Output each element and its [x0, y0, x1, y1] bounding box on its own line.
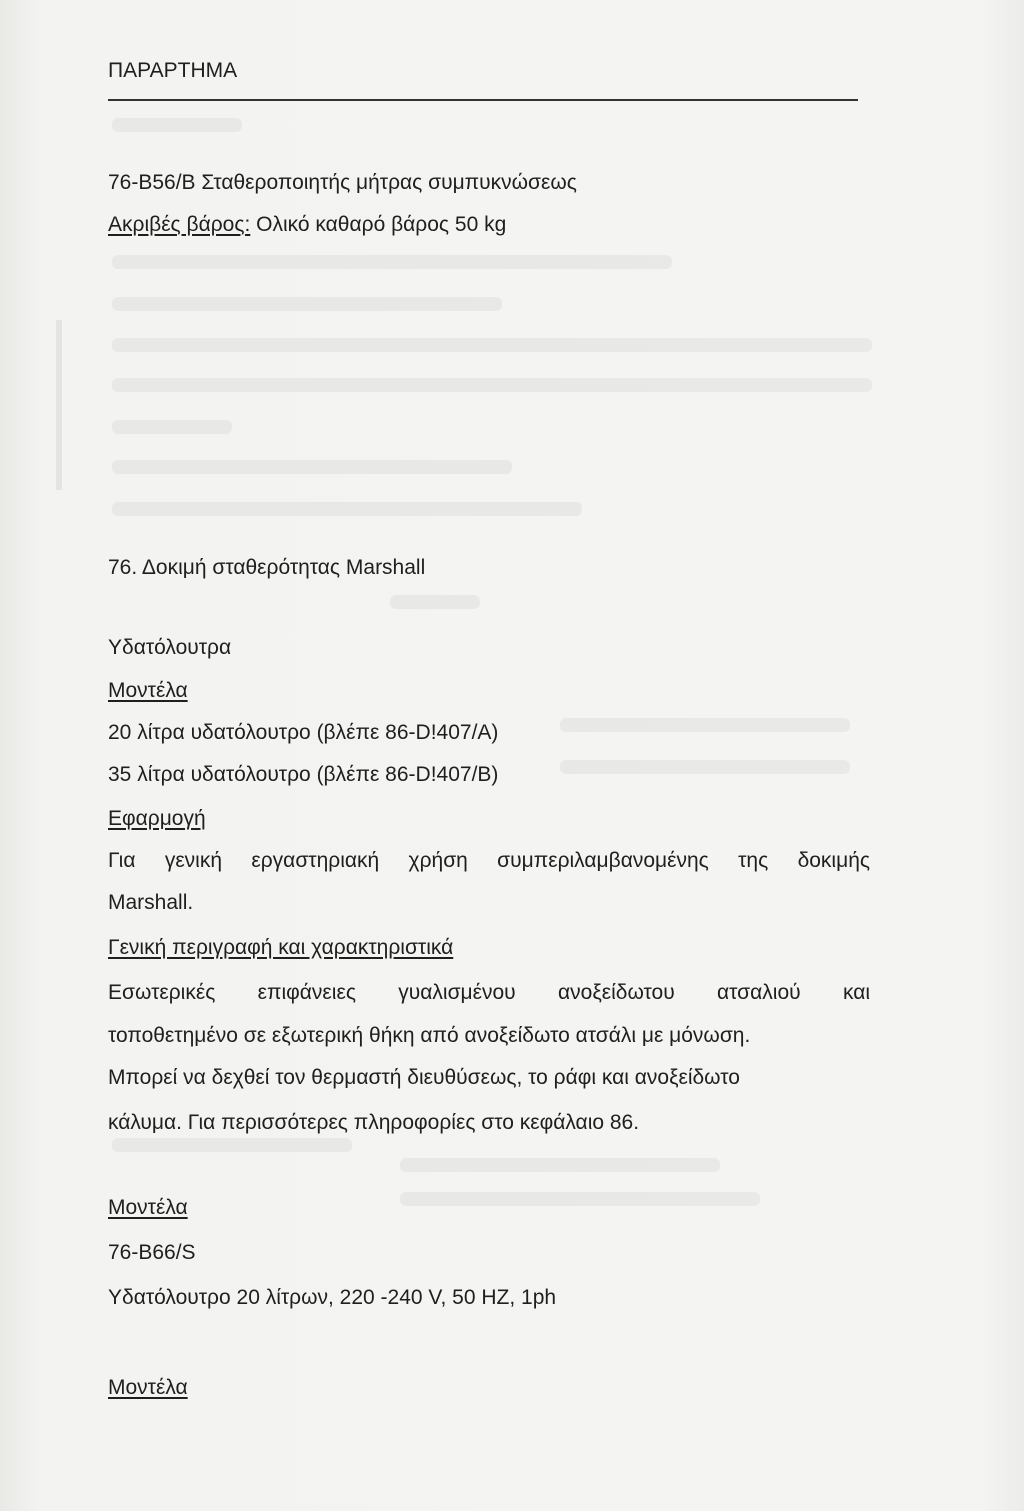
description-line-3: Μπορεί να δεχθεί τον θερμαστή διευθύσεως, το ράφι και ανοξείδωτο — [108, 1066, 740, 1089]
models3-label: Μοντέλα — [108, 1376, 188, 1399]
item-weight-line — [108, 212, 506, 238]
description-label: Γενική περιγραφή και χαρακτηριστικά — [108, 936, 454, 959]
model-item-1: 20 λίτρα υδατόλουτρο (βλέπε 86-D!407/A) — [108, 721, 499, 744]
section-subheading: Υδατόλουτρα — [108, 636, 232, 659]
description-line-1: Εσωτερικές επιφάνειες γυαλισμένου ανοξείδωτου ατσαλιού και — [108, 981, 870, 1004]
section-heading: 76. Δοκιμή σταθερότητας Marshall — [108, 556, 426, 579]
application-label: Εφαρμογή — [108, 807, 206, 830]
description-line-4: κάλυμα. Για περισσότερες πληροφορίες στο κεφάλαιο 86. — [108, 1111, 640, 1134]
application-line-2: Marshall. — [108, 891, 194, 914]
item-code-title: 76-B56/B Σταθεροποιητής μήτρας συμπυκνώσεως — [108, 171, 577, 194]
page-header-title: ΠΑΡΑΡΤΗΜΑ — [108, 59, 238, 82]
model-description: Υδατόλουτρο 20 λίτρων, 220 -240 V, 50 HZ, 1ph — [108, 1286, 557, 1309]
model-code: 76-B66/S — [108, 1241, 196, 1264]
models2-label: Μοντέλα — [108, 1196, 188, 1219]
models-label: Μοντέλα — [108, 679, 188, 702]
weight-label: Ακριβές βάρος: — [108, 213, 251, 236]
header-divider — [108, 99, 858, 101]
binding-shadow — [56, 320, 62, 490]
weight-value: Ολικό καθαρό βάρος 50 kg — [250, 213, 507, 236]
application-line-1: Για γενική εργαστηριακή χρήση συμπεριλαμβανομένης της δοκιμής — [108, 849, 870, 872]
description-line-2: τοποθετημένο σε εξωτερική θήκη από ανοξείδωτο ατσάλι με μόνωση. — [108, 1024, 751, 1047]
model-item-2: 35 λίτρα υδατόλουτρο (βλέπε 86-D!407/B) — [108, 763, 499, 786]
